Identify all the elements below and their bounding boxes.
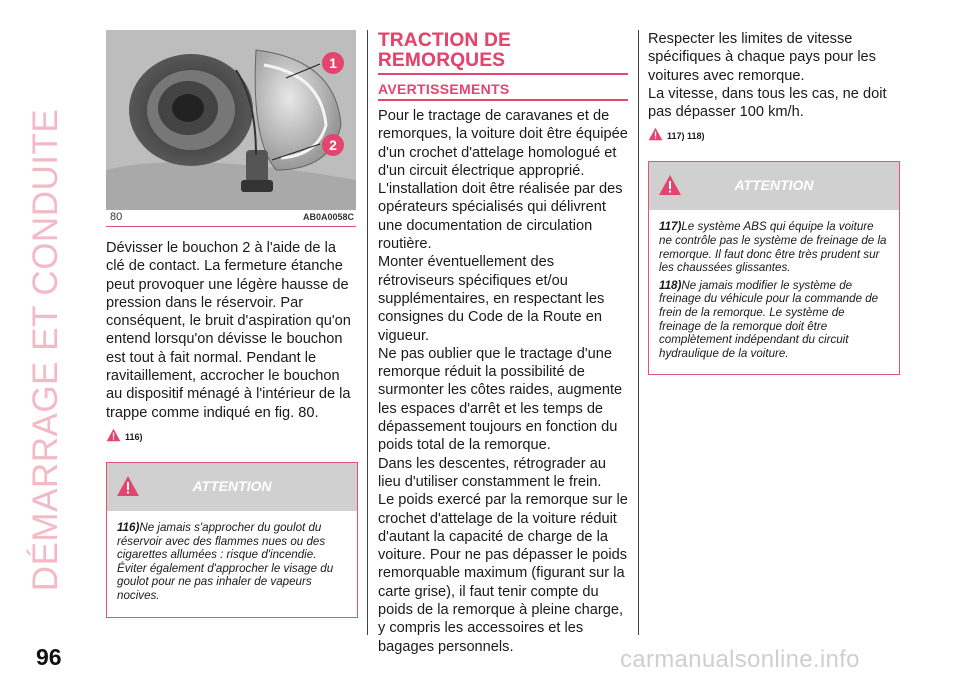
column-middle [378,30,630,656]
callout-1: 1 [322,52,344,74]
column-divider [367,30,368,635]
side-section-title: DÉMARRAGE ET CONDUITE [26,108,65,592]
warning-triangle-icon [106,428,121,442]
page-number: 96 [36,644,62,670]
attention-item-number: 116) [117,520,140,534]
attention-box [648,161,900,375]
callout-2: 2 [322,134,344,156]
column-left [106,30,358,618]
attention-title: ATTENTION [192,477,272,494]
section-heading-line-1: TRACTION DE [378,30,512,51]
fuel-cap-figure [106,30,356,210]
attention-item-text: Ne jamais modifier le système de freinage du véhicule pour la commande de frein de la remorque. Le système de freinage de la remorque doit être complètement indépendant du circuit hydraulique de la voiture. [659,278,879,360]
reference-number: 117) 118) [667,131,705,142]
fuel-cap-illustration [106,30,356,210]
attention-body [107,511,357,617]
attention-item [659,220,889,274]
heading-rule [378,73,628,75]
attention-header [107,463,357,511]
subheading-rule [378,99,628,101]
attention-item-number: 118) [659,278,682,292]
attention-header [649,162,899,210]
body-paragraph: Le poids exercé par la remorque sur le crochet d'attelage de la voiture réduit d'autant la capacité de charge de la voiture. Pour ne pas dépasser le poids remorquable maximum (figurant sur la carte grise), il faut tenir compte du poids de la remorque à pleine charge, y compris les accessoires et les bagages personnels. [378,492,628,655]
attention-item [117,521,347,603]
watermark: carmanualsonline.info [620,646,860,673]
figure-code: AB0A0058C [302,212,354,222]
attention-box [106,462,358,618]
body-paragraph: Dévisser le bouchon 2 à l'aide de la clé de contact. La fermeture étanche peut provoquer une légère hausse de pression dans le réservoir. Par conséquent, le bruit d'aspiration qu'on entend lorsqu'on dévisse le bouchon est tout à fait normal. Pendant le ravitaillement, accrocher le bouchon au dispositif ménagé à l'intérieur de la trappe comme indiqué en fig. 80. [106,240,351,421]
body-paragraph: Dans les descentes, rétrograder au lieu d'utiliser constamment le frein. [378,455,606,490]
warning-reference [648,127,900,141]
attention-item-number: 117) [659,220,682,234]
attention-item-text: Le système ABS qui équipe la voiture ne contrôle pas le système de freinage de la remorque. Il faut donc être très prudent sur les chaussées glissantes. [659,220,887,275]
reference-number: 116) [125,431,143,442]
attention-body [649,210,899,374]
column-right [648,30,900,375]
section-heading-line-2: REMORQUES [378,50,506,71]
column-divider [638,30,639,635]
attention-item-text: Ne jamais s'approcher du goulot du réservoir avec des flammes nues ou des cigarettes allumées : risque d'incendie. Éviter également d'approcher le visage du goulot pour ne pas inhaler de vapeurs nocives. [117,520,334,602]
warning-triangle-icon [648,127,663,141]
warning-reference [106,428,358,442]
body-paragraph: Ne pas oublier que le tractage d'une remorque réduit la possibilité de surmonter les côtes raides, augmente les espaces d'arrêt et les temps de dépassement toujours en fonction du poids total de la remorque. [378,345,623,454]
body-paragraph: La vitesse, dans tous les cas, ne doit pas dépasser 100 km/h. [648,85,887,121]
body-paragraph: Respecter les limites de vitesse spécifiques à chaque pays pour les voitures avec remorque. [648,31,876,84]
figure-number: 80 [110,211,123,223]
attention-item [659,279,889,361]
figure-caption [106,210,356,227]
attention-title: ATTENTION [734,177,814,194]
subsection-heading: AVERTISSEMENTS [378,81,510,97]
body-paragraph: Pour le tractage de caravanes et de remorques, la voiture doit être équipée d'un crochet d'attelage homologué et d'un circuit électrique approprié. L'installation doit être réalisée par des opérateurs spécialisés qui délivrent une documentation de circulation routière. [378,108,628,253]
body-paragraph: Monter éventuellement des rétroviseurs spécifiques et/ou supplémentaires, en respectant les consignes du Code de la Route en vigueur. [378,254,605,344]
